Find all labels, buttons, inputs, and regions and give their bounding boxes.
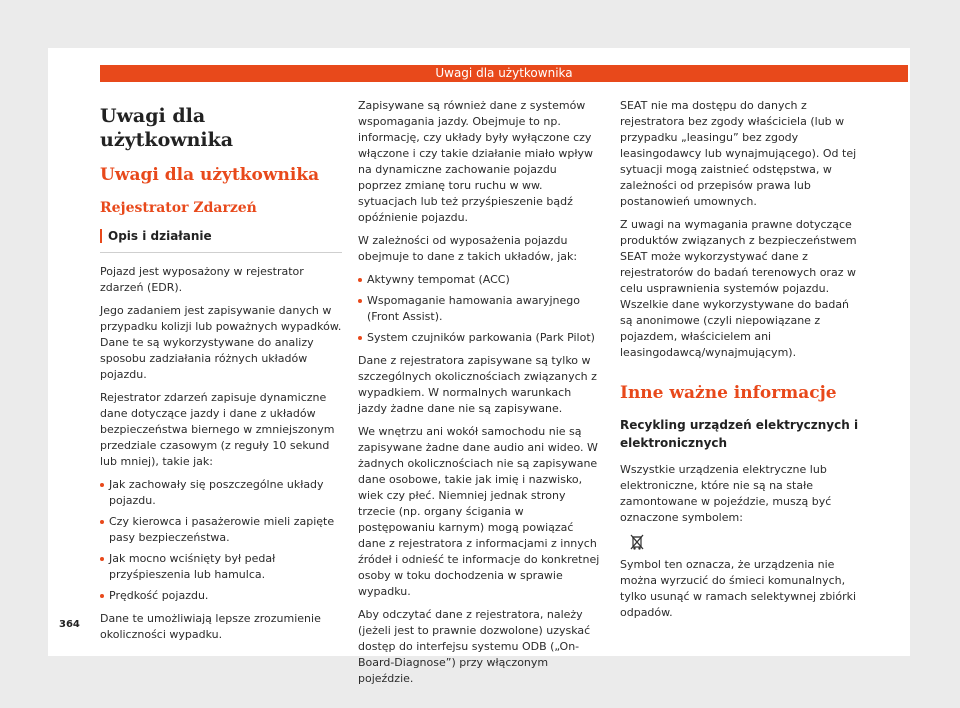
crossed-out-bin-icon xyxy=(630,533,644,551)
column-3 xyxy=(620,98,862,628)
document-page xyxy=(48,48,910,685)
paragraph: Rejestrator zdarzeń zapisuje dynamiczne dane dotyczące jazdy i dane z układów bezpieczeństwa biernego w zmniejszonym przedziale czasowym (z reguły 10 sekund lub mniej), takie jak: xyxy=(100,391,335,468)
list-item: Prędkość pojazdu. xyxy=(100,588,342,604)
header-title: Uwagi dla użytkownika xyxy=(435,66,573,80)
subsection-title: Rejestrator Zdarzeń xyxy=(100,200,257,216)
list-item: System czujników parkowania (Park Pilot) xyxy=(358,330,600,346)
paragraph: Pojazd jest wyposażony w rejestrator zdarzeń (EDR). xyxy=(100,265,304,294)
bullet-list xyxy=(358,272,600,346)
section-header-bar xyxy=(100,65,908,82)
list-item: Wspomaganie hamowania awaryjnego (Front Assist). xyxy=(358,293,600,325)
list-item: Jak mocno wciśnięty był pedał przyśpieszenia lub hamulca. xyxy=(100,551,342,583)
bullet-list xyxy=(100,477,342,604)
paragraph: W zależności od wyposażenia pojazdu obejmuje to dane z takich układów, jak: xyxy=(358,234,578,263)
column-2 xyxy=(358,98,600,694)
paragraph: SEAT nie ma dostępu do danych z rejestratora bez zgody właściciela (lub w przypadku „leasingu” bez zgody leasingodawcy lub wynajmującego). Od tej sytuacji mogą zaistnieć odstępstwa, w zależności od przepisów prawa lub postanowień umownych. xyxy=(620,99,857,208)
section-title: Inne ważne informacje xyxy=(620,383,837,403)
paragraph: Zapisywane są również dane z systemów wspomagania jazdy. Obejmuje to np. informację, czy układy były wyłączone czy włączone i czy takie działanie miało wpływ na dynamiczne zachowanie pojazdu poprzez zmianę toru ruchu w ww. sytuacjach lub też przyśpieszenie bądź opóźnienie pojazdu. xyxy=(358,99,593,224)
paragraph: Jego zadaniem jest zapisywanie danych w przypadku kolizji lub poważnych wypadków. Dane te są wykorzystywane do analizy sposobu zadziałania różnych układów pojazdu. xyxy=(100,304,342,381)
list-item: Aktywny tempomat (ACC) xyxy=(358,272,600,288)
topic-heading xyxy=(100,228,342,253)
list-item: Czy kierowca i pasażerowie mieli zapięte pasy bezpieczeństwa. xyxy=(100,514,342,546)
paragraph: Aby odczytać dane z rejestratora, należy (jeżeli jest to prawnie dozwolone) uzyskać dostęp do interfejsu systemu ODB („On-Board-Diagnose”) przy włączonym pojeździe. xyxy=(358,608,591,685)
section-title: Uwagi dla użytkownika xyxy=(100,165,320,185)
list-item: Jak zachowały się poszczególne układy pojazdu. xyxy=(100,477,342,509)
column-1 xyxy=(100,94,342,650)
chapter-title: Uwagi dla użytkownika xyxy=(100,105,234,151)
paragraph: Symbol ten oznacza, że urządzenia nie można wyrzucić do śmieci komunalnych, tylko usunąć w ramach selektywnej zbiórki odpadów. xyxy=(620,558,857,619)
page-number: 364 xyxy=(59,619,80,630)
paragraph: Dane te umożliwiają lepsze zrozumienie okoliczności wypadku. xyxy=(100,612,321,641)
paragraph: Wszystkie urządzenia elektryczne lub elektroniczne, które nie są na stałe zamontowane w pojeździe, muszą być oznaczone symbolem: xyxy=(620,463,832,524)
paragraph: Dane z rejestratora zapisywane są tylko w szczególnych okolicznościach związanych z wypadkiem. W normalnych warunkach jazdy żadne dane nie są zapisywane. xyxy=(358,354,597,415)
paragraph: We wnętrzu ani wokół samochodu nie są zapisywane żadne dane audio ani wideo. W żadnych okolicznościach nie są zapisywane dane osobowe, takie jak imię i nazwisko, wiek czy płeć. Niemniej jednak strony trzecie (np. organy ścigania w postępowaniu karnym) mogą powiązać dane z rejestratora z informacjami z innych źródeł i odnieść te informacje do konkretnej osoby w toku dochodzenia w sprawie wypadku. xyxy=(358,425,600,598)
topic-heading-text: Opis i działanie xyxy=(100,229,212,243)
paragraph: Z uwagi na wymagania prawne dotyczące produktów związanych z bezpieczeństwem SEAT może wykorzystywać dane z rejestratorów do badań terenowych oraz w celu usprawnienia systemów pojazdu. Wszelkie dane wykorzystywane do badań są anonimowe (czyli niepowiązane z pojazdem, właścicielem ani leasingodawcą/wynajmującym). xyxy=(620,218,857,359)
topic-heading: Recykling urządzeń elektrycznych i elektronicznych xyxy=(620,418,859,450)
